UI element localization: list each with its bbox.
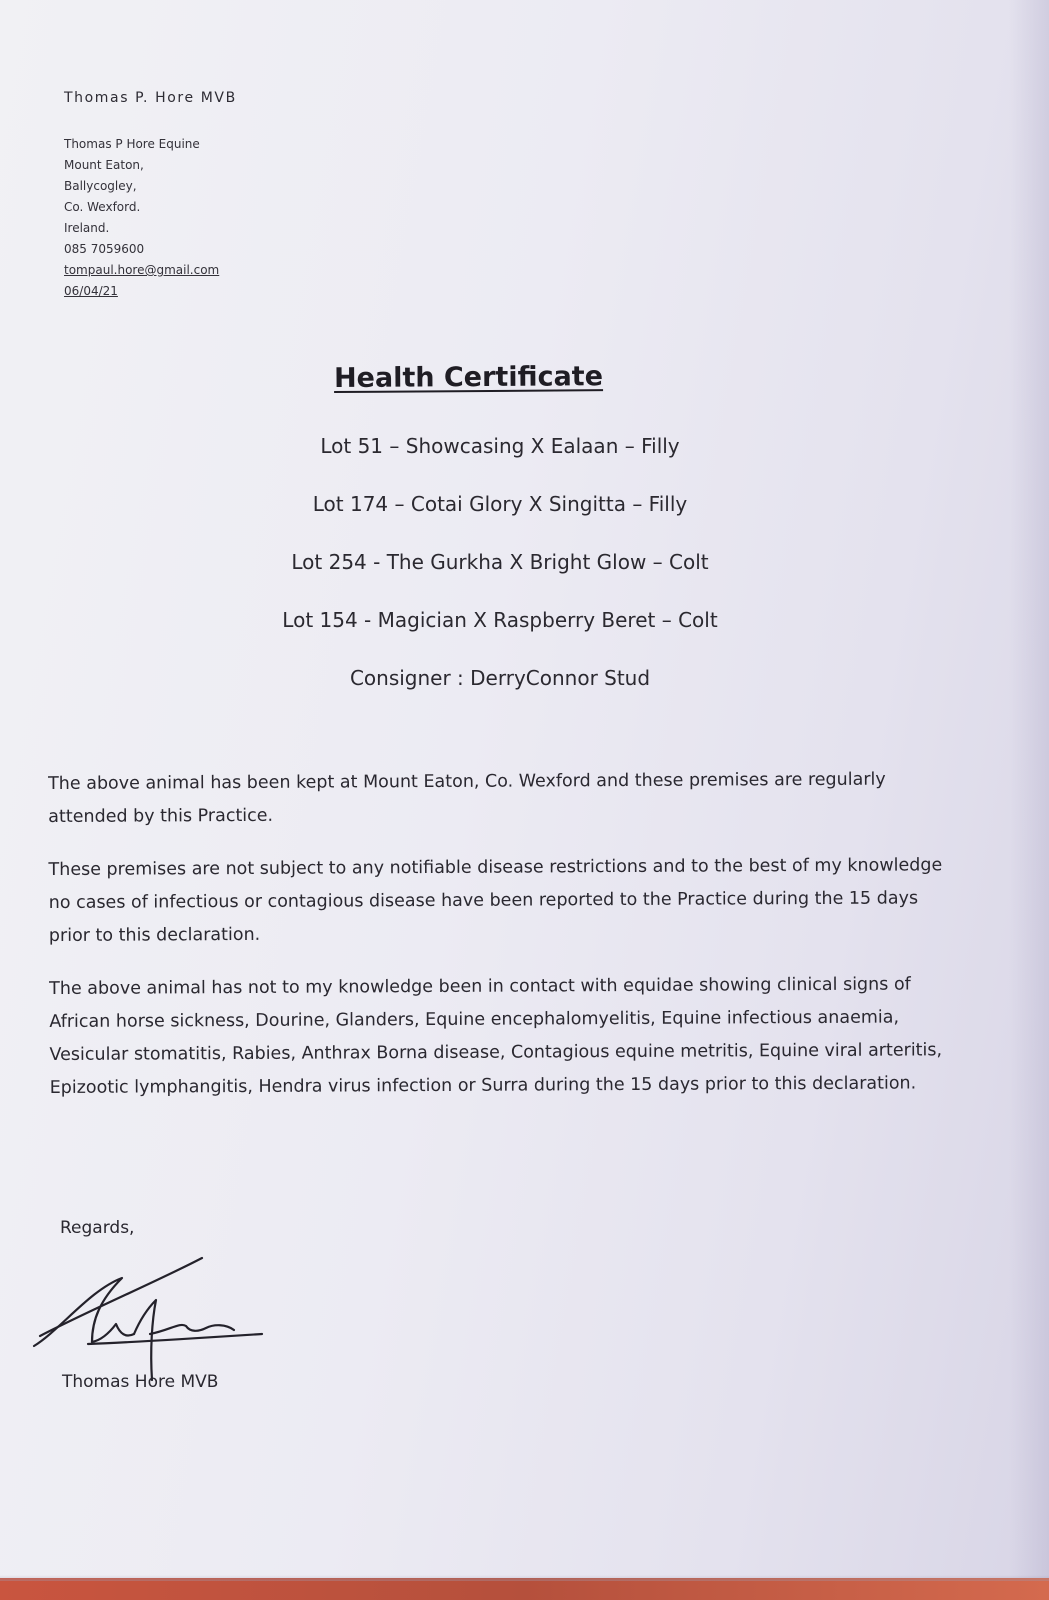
lot-item: Lot 51 – Showcasing X Ealaan – Filly (320, 434, 680, 458)
declaration-paragraph: The above animal has been kept at Mount Eaton, Co. Wexford and these premises are regularly attended by this Practice. (48, 769, 886, 827)
lot-item: Lot 154 - Magician X Raspberry Beret – Colt (282, 608, 718, 632)
phone-number: 085 7059600 (64, 242, 145, 256)
address-line-street: Mount Eaton, (64, 158, 144, 172)
address-line-town: Ballycogley, (64, 179, 137, 193)
address-line-practice: Thomas P Hore Equine (64, 137, 200, 151)
lot-item: Lot 174 – Cotai Glory X Singitta – Filly (312, 492, 688, 516)
page-edge-shadow (1009, 0, 1049, 1600)
vet-name: Thomas P. Hore MVB (64, 90, 237, 106)
consigner-line: Consigner : DerryConnor Stud (349, 666, 651, 690)
declaration-paragraph: These premises are not subject to any notifiable disease restrictions and to the best of my knowledge no cases of infectious or contagious disease have been reported to the Practice during the 15 days prior to this declaration. (48, 855, 943, 946)
signer-name: Thomas Hore MVB (62, 1372, 219, 1392)
address-line-county: Co. Wexford. (64, 200, 141, 214)
letterhead (64, 90, 464, 302)
certificate-title: Health Certificate (333, 361, 604, 395)
declaration-body (48, 763, 950, 1125)
lot-item: Lot 254 - The Gurkha X Bright Glow – Colt (291, 550, 709, 574)
declaration-paragraph: The above animal has not to my knowledge been in contact with equidae showing clinical signs of African horse sickness, Dourine, Glanders, Equine encephalomyelitis, Equine infectious anaemia, Vesicular stomatitis, Rabies, Anthrax Borna disease, Contagious equine metritis, Equine viral arteritis, Epizootic lymphangitis, Hendra virus infection or Surra during the 15 days prior to this declaration. (49, 974, 943, 1098)
address-line-country: Ireland. (64, 221, 110, 235)
closing-regards: Regards, (60, 1218, 135, 1238)
handwritten-signature (30, 1250, 280, 1390)
email-address: tompaul.hore@gmail.com (64, 263, 220, 277)
table-surface-strip (0, 1578, 1049, 1600)
lot-list (0, 428, 1000, 718)
document-date: 06/04/21 (64, 284, 118, 298)
